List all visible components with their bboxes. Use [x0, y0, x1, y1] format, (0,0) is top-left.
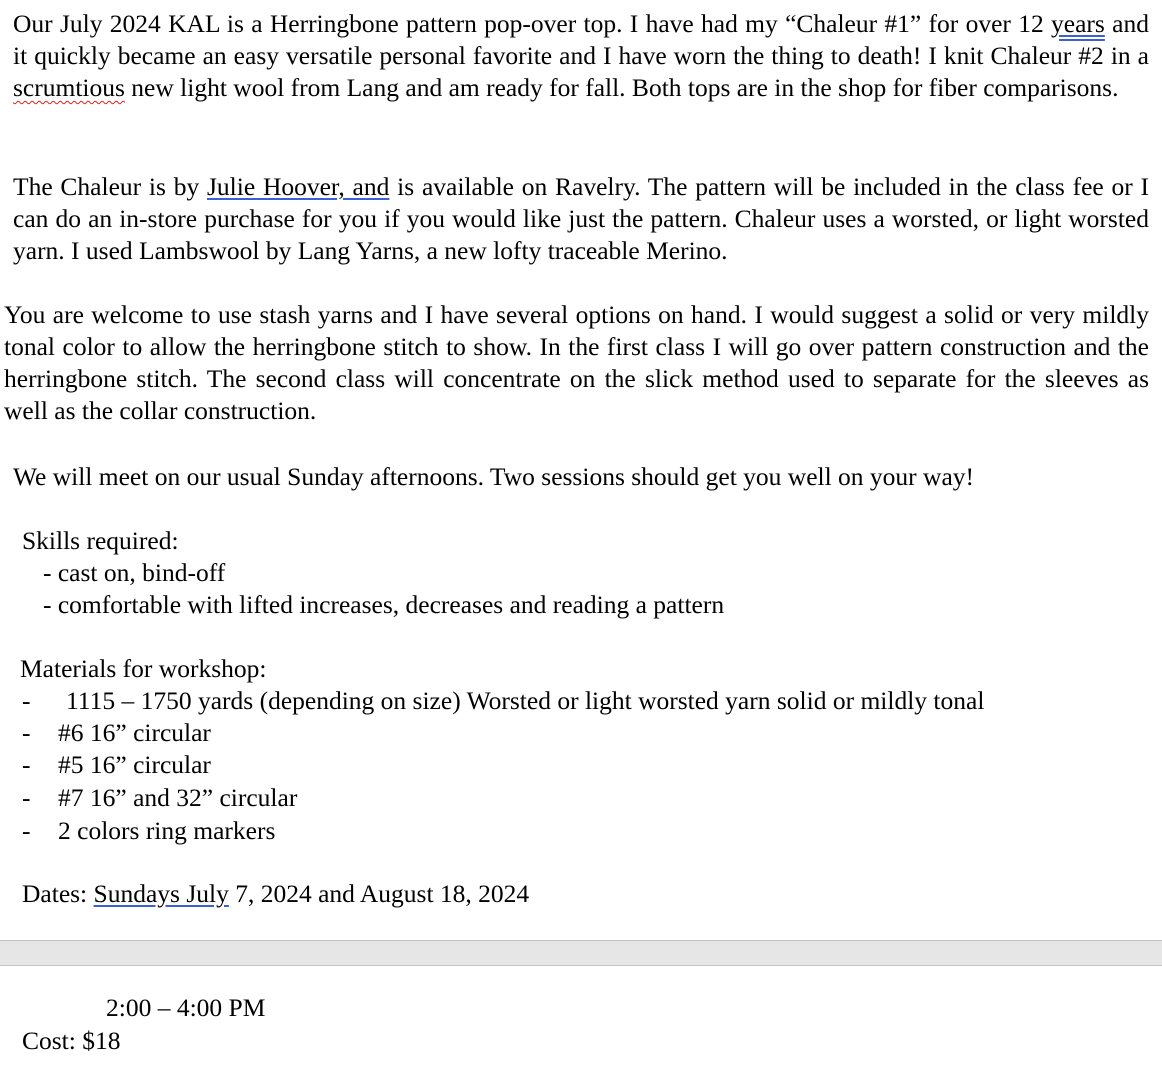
material-text: #6 16” circular [58, 718, 211, 747]
bullet-dash: - [22, 750, 31, 779]
page-break-divider [0, 940, 1162, 966]
cost-label: Cost: [22, 1026, 83, 1055]
cost-value: $18 [82, 1026, 121, 1055]
designer-link[interactable]: Julie Hoover, and [207, 172, 390, 201]
material-text: 2 colors ring markers [58, 816, 276, 845]
intro-paragraph [13, 8, 1149, 104]
grammar-flagged-word[interactable]: years [1051, 9, 1105, 38]
dates-value: 7, 2024 and August 18, 2024 [228, 879, 530, 908]
schedule-paragraph: We will meet on our usual Sunday afternoons. Two sessions should get you well on your way! [13, 462, 975, 491]
time-line: 2:00 – 4:00 PM [106, 993, 266, 1022]
pattern-text-1: The Chaleur is by [13, 172, 207, 201]
bullet-dash: - [22, 783, 31, 812]
dates-label: Dates: [22, 879, 94, 908]
bullet-dash: - [22, 718, 31, 747]
bullet-dash: - [22, 686, 31, 715]
pattern-paragraph [13, 171, 1149, 267]
materials-title: Materials for workshop: [20, 654, 267, 683]
grammar-flagged-dates[interactable]: Sundays July [93, 879, 229, 908]
skill-item: - comfortable with lifted increases, decreases and reading a pattern [43, 590, 725, 619]
pattern-text-2: is available on Ravelry. The pattern will be included in the class fee or I can do an in-store purchase for you if you would like just the pattern. Chaleur uses a worsted, or light worsted yarn. I used Lambswool by Lang Yarns, a new lofty traceable Merino. [13, 172, 1149, 265]
cost-line [22, 1025, 120, 1057]
bullet-dash: - [22, 816, 31, 845]
material-text: #7 16” and 32” circular [58, 783, 298, 812]
material-text: 1115 – 1750 yards (depending on size) Worsted or light worsted yarn solid or mildly tonal [66, 686, 985, 715]
intro-text-1: Our July 2024 KAL is a Herringbone pattern pop-over top. I have had my “Chaleur #1” for over 12 [13, 9, 1052, 38]
material-text: #5 16” circular [58, 750, 211, 779]
intro-text-2: and it quickly became an easy versatile personal favorite and I have worn the thing to death! I knit Chaleur #2 in a [13, 9, 1149, 70]
dates-line [22, 878, 529, 910]
skill-item: - cast on, bind-off [43, 558, 226, 587]
intro-text-3: new light wool from Lang and am ready for fall. Both tops are in the shop for fiber comparisons. [124, 73, 1119, 102]
misspelled-word[interactable]: scrumtious [13, 73, 125, 102]
yarn-paragraph: You are welcome to use stash yarns and I have several options on hand. I would suggest a solid or very mildly tonal color to allow the herringbone stitch to show. In the first class I will go over pattern construction and the herringbone stitch. The second class will concentrate on the slick method used to separate for the sleeves as well as the collar construction. [4, 300, 1149, 425]
skills-title: Skills required: [22, 526, 179, 555]
